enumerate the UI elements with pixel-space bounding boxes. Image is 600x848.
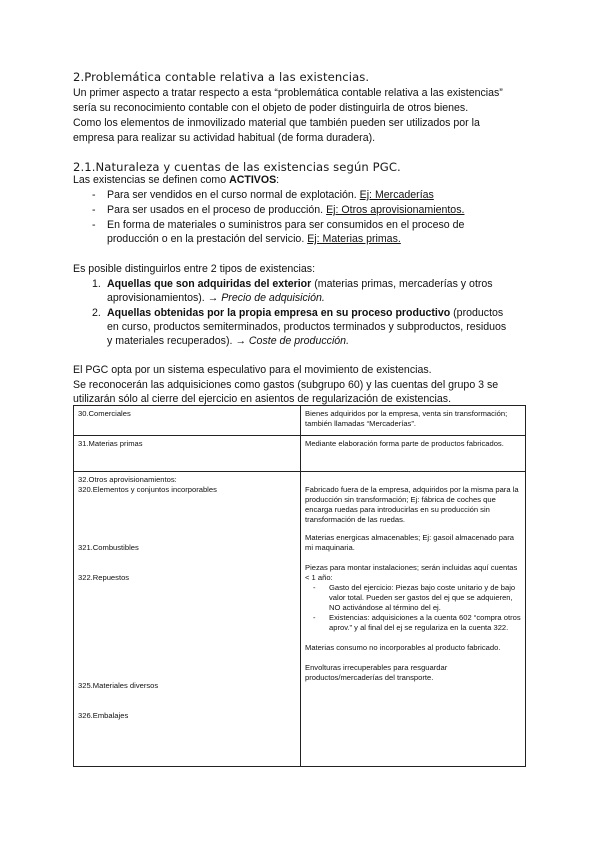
paragraph-line: Un primer aspecto a tratar respecto a esta “problemática contable relativa a las existencias” (73, 87, 503, 99)
desc-325: Materias consumo no incorporables al producto fabricado. (305, 643, 501, 652)
account-cell: 30.Comerciales (74, 406, 301, 436)
list-number: 2. (92, 307, 101, 319)
desc-322-sub-2: - Existencias: adquisiciones a la cuenta 602 “compra otros aprov.” y al final del ej se regulariza en la cuenta 322. (313, 613, 521, 632)
table-row (74, 406, 526, 436)
account-326: 326.Embalajes (78, 711, 129, 720)
description-cell (301, 472, 526, 767)
desc-322: Piezas para montar instalaciones; serán incluidas aquí cuentas < 1 año: (305, 563, 518, 582)
definition-line: Las existencias se definen como ACTIVOS: (73, 174, 280, 186)
example-link: Ej: Otros aprovisionamientos. (326, 204, 465, 216)
paragraph-line: sería su reconocimiento contable con el objeto de poder distinguirla de otros bienes. (73, 102, 469, 114)
pgc-line: utilizarán sólo al cierre del ejercicio en asientos de regularización de existencias. (73, 393, 452, 405)
account-group: 32.Otros aprovisionamientos: (78, 475, 177, 484)
account-325: 325.Materiales diversos (78, 681, 159, 690)
description-cell: Bienes adquiridos por la empresa, venta sin transformación; también llamadas “Mercaderías”. (301, 406, 526, 436)
table-row (74, 436, 526, 472)
list-item: Aquellas obtenidas por la propia empresa en su proceso productivo (productos (107, 307, 504, 319)
table-row (74, 472, 526, 767)
pgc-line: El PGC opta por un sistema especulativo para el movimiento de existencias. (73, 364, 432, 376)
account-322: 322.Repuestos (78, 573, 130, 582)
description-cell: Mediante elaboración forma parte de productos fabricados. (301, 436, 526, 472)
list-item: Aquellas que son adquiridas del exterior (materias primas, mercaderías y otros (107, 278, 493, 290)
section-title-problematica: 2.Problemática contable relativa a las existencias. (73, 70, 370, 84)
pgc-line: Se reconocerán las adquisiciones como gastos (subgrupo 60) y las cuentas del grupo 3 se (73, 379, 499, 391)
account-cell: 31.Materias primas (74, 436, 301, 472)
example-link: Ej: Mercaderías (359, 189, 434, 201)
desc-326: Envolturas irrecuperables para resguardar productos/mercaderías del transporte. (305, 663, 448, 682)
bullet-dash: - (92, 204, 96, 216)
desc-320: Fabricado fuera de la empresa, adquiridos por la misma para la producción sin transformación; Ej: fábrica de coches que encarga ruedas para introducirlas en su producción sin transformación de las ruedas. (305, 485, 519, 524)
desc-321: Materias energicas almacenables; Ej: gasoil almacenado para mi maquinaria. (305, 533, 514, 552)
list-item-cont: y materiales recuperados). → Coste de producción. (107, 335, 350, 347)
section-title-naturaleza: 2.1.Naturaleza y cuentas de las existencias según PGC. (73, 160, 401, 174)
bullet-dash: - (92, 189, 96, 201)
example-link: Ej: Materias primas. (307, 233, 401, 245)
desc-322-sub-1: - Gasto del ejercicio: Piezas bajo coste unitario y de bajo valor total. Pueden ser gastos del ej que se adquieren, NO activándose al término del ej. (313, 583, 516, 612)
list-item-cont: en curso, productos semiterminados, productos terminados y subproductos, residuos (107, 321, 507, 333)
list-number: 1. (92, 278, 101, 290)
account-321: 321.Combustibles (78, 543, 139, 552)
account-320: 320.Elementos y conjuntos incorporables (78, 485, 217, 494)
bullet-item: Para ser vendidos en el curso normal de explotación. Ej: Mercaderías (107, 189, 434, 201)
list-item-cont: aprovisionamientos). → Precio de adquisición. (107, 292, 325, 304)
bullet-item-cont: producción o en la prestación del servicio. Ej: Materias primas. (107, 233, 401, 245)
bullet-item: En forma de materiales o suministros para ser consumidos en el proceso de (107, 219, 465, 231)
bullet-dash: - (92, 219, 96, 231)
bullet-item: Para ser usados en el proceso de producción. Ej: Otros aprovisionamientos. (107, 204, 465, 216)
paragraph-line: Como los elementos de inmovilizado material que también pueden ser utilizados por la (73, 117, 480, 129)
types-intro: Es posible distinguirlos entre 2 tipos de existencias: (73, 263, 316, 275)
account-cell (74, 472, 301, 767)
paragraph-line: empresa para realizar su actividad habitual (de forma duradera). (73, 132, 376, 144)
accounts-table (73, 405, 526, 767)
